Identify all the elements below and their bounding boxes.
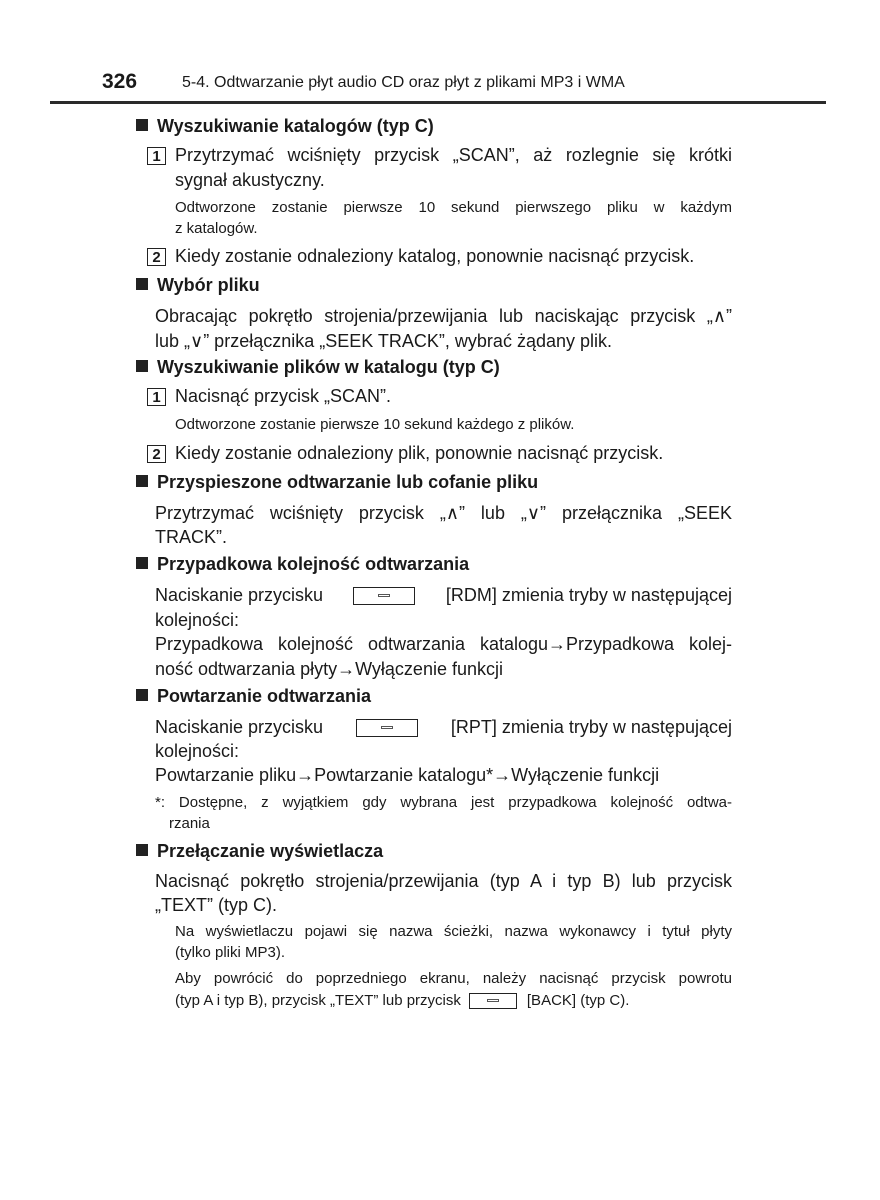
body-text-part: Naciskanie przycisku bbox=[155, 585, 324, 605]
section-title: Przełączanie wyświetlacza bbox=[157, 841, 384, 861]
step-text: Nacisnąć przycisk „SCAN”. bbox=[175, 386, 392, 406]
square-bullet-icon bbox=[136, 119, 148, 131]
note-text-part: [BACK] (typ C). bbox=[526, 992, 630, 1009]
square-bullet-icon bbox=[136, 557, 148, 569]
step-text: Kiedy zostanie odnaleziony plik, ponownie nacisnąć przycisk. bbox=[175, 443, 664, 463]
section-heading bbox=[136, 275, 260, 296]
footnote-text: rzania bbox=[169, 815, 210, 832]
body-text bbox=[155, 715, 732, 740]
note-text-part: (typ A i typ B), przycisk „TEXT” lub przycisk bbox=[175, 992, 461, 1009]
section-heading bbox=[136, 357, 500, 378]
body-text: TRACK”. bbox=[155, 527, 227, 547]
body-text: kolejności: bbox=[155, 610, 240, 630]
square-bullet-icon bbox=[136, 844, 148, 856]
page-number: 326 bbox=[102, 70, 138, 93]
chapter-title: 5-4. Odtwarzanie płyt audio CD oraz płyt z plikami MP3 i WMA bbox=[182, 74, 625, 91]
button-icon bbox=[353, 587, 415, 605]
body-text: ność odtwarzania płyty→Wyłączenie funkcji bbox=[155, 659, 503, 679]
section-heading bbox=[136, 472, 538, 493]
body-text: Powtarzanie pliku→Powtarzanie katalogu*→Wyłączenie funkcji bbox=[155, 765, 660, 785]
body-text: „TEXT” (typ C). bbox=[155, 895, 277, 915]
step-text: Kiedy zostanie odnaleziony katalog, ponownie nacisnąć przycisk. bbox=[175, 246, 695, 266]
button-icon bbox=[469, 993, 517, 1009]
note-text: (tylko pliki MP3). bbox=[175, 944, 286, 961]
body-text: Przytrzymać wciśnięty przycisk „∧” lub „∨” przełącznika „SEEK bbox=[155, 503, 732, 523]
button-icon bbox=[356, 719, 418, 737]
section-heading bbox=[136, 554, 469, 575]
footnote-text: *: Dostępne, z wyjątkiem gdy wybrana jest przypadkowa kolejność odtwa- bbox=[155, 794, 732, 811]
note-text: Odtworzone zostanie pierwsze 10 sekund pierwszego pliku w każdym bbox=[175, 199, 732, 216]
body-text-part: [RDM] zmienia tryby w następującej bbox=[445, 585, 732, 605]
section-heading bbox=[136, 686, 371, 707]
square-bullet-icon bbox=[136, 475, 148, 487]
body-text: lub „∨” przełącznika „SEEK TRACK”, wybrać żądany plik. bbox=[155, 331, 612, 351]
body-text: Nacisnąć pokrętło strojenia/przewijania (typ A i typ B) lub przycisk bbox=[155, 871, 732, 891]
note-text: z katalogów. bbox=[175, 220, 258, 237]
section-title: Wyszukiwanie katalogów (typ C) bbox=[157, 116, 434, 136]
step-text: sygnał akustyczny. bbox=[175, 170, 325, 190]
page-header bbox=[0, 0, 880, 104]
body-text bbox=[155, 583, 732, 608]
note-text: Odtworzone zostanie pierwsze 10 sekund każdego z plików. bbox=[175, 416, 575, 433]
section-title: Wybór pliku bbox=[157, 275, 260, 295]
section-heading bbox=[136, 116, 434, 137]
section-title: Wyszukiwanie plików w katalogu (typ C) bbox=[157, 357, 500, 377]
body-text-part: Naciskanie przycisku bbox=[155, 717, 324, 737]
header-rule bbox=[50, 101, 826, 104]
section-heading bbox=[136, 841, 383, 862]
step-number: 2 bbox=[147, 248, 166, 266]
section-title: Przypadkowa kolejność odtwarzania bbox=[157, 554, 470, 574]
body-text: kolejności: bbox=[155, 741, 240, 761]
step-number: 1 bbox=[147, 147, 166, 165]
step-number: 2 bbox=[147, 445, 166, 463]
square-bullet-icon bbox=[136, 278, 148, 290]
body-text-part: [RPT] zmienia tryby w następującej bbox=[450, 717, 732, 737]
step-number: 1 bbox=[147, 388, 166, 406]
body-text: Przypadkowa kolejność odtwarzania katalogu→Przypadkowa kolej- bbox=[155, 634, 732, 654]
square-bullet-icon bbox=[136, 360, 148, 372]
step-text: Przytrzymać wciśnięty przycisk „SCAN”, aż rozlegnie się krótki bbox=[175, 145, 732, 165]
note-text: Na wyświetlaczu pojawi się nazwa ścieżki, nazwa wykonawcy i tytuł płyty bbox=[175, 923, 732, 940]
section-title: Powtarzanie odtwarzania bbox=[157, 686, 372, 706]
square-bullet-icon bbox=[136, 689, 148, 701]
body-text: Obracając pokrętło strojenia/przewijania lub naciskając przycisk „∧” bbox=[155, 306, 732, 326]
note-text bbox=[175, 990, 732, 1011]
section-title: Przyspieszone odtwarzanie lub cofanie pliku bbox=[157, 472, 539, 492]
note-text: Aby powrócić do poprzedniego ekranu, należy nacisnąć przycisk powrotu bbox=[175, 970, 732, 987]
